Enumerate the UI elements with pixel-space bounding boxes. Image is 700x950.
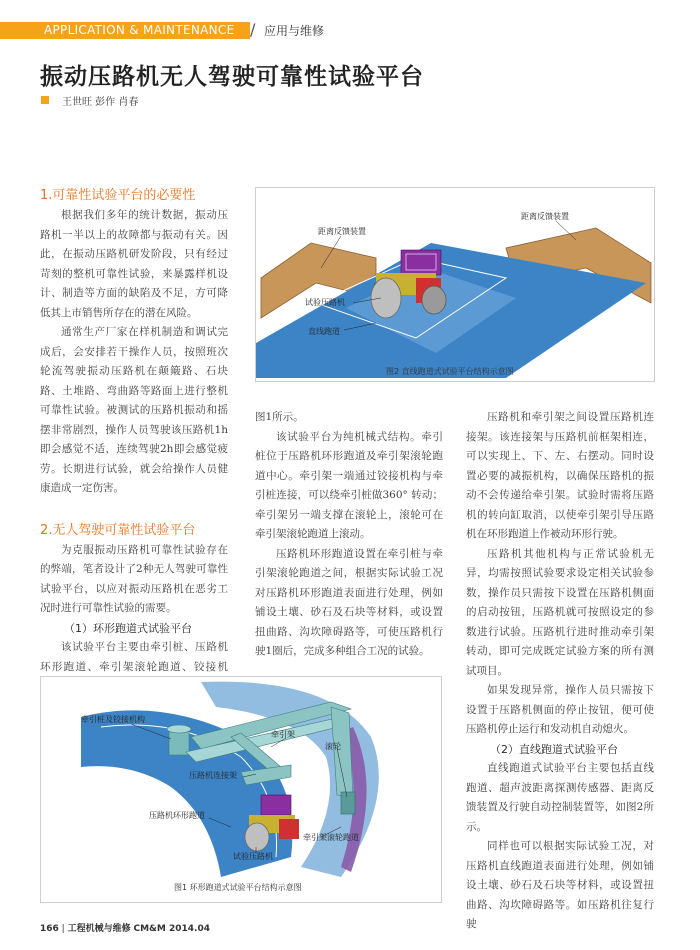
figure-2 [255,187,655,382]
subheading-straight-track: （2）直线跑道式试验平台 [490,742,618,756]
label-ring-track: 压路机环形跑道 [149,811,205,820]
article-title: 振动压路机无人驾驶可靠性试验平台 [40,64,424,90]
page-footer [40,921,210,934]
figure-2-illustration [256,188,655,382]
label-wheel-track: 牵引架滚轮跑道 [303,833,359,842]
label-test-roller: 试验压路机 [305,298,345,307]
paragraph: 直线跑道式试验平台主要包括直线跑道、超声波距离探测传感器、距离反馈装置及行驶自动控制装置等，如图2所示。 [466,762,654,833]
paragraph: 根据我们多年的统计数据，振动压路机一半以上的故障都与振动有关。因此，在振动压路机研发阶段，只有经过苛刻的整机可靠性试验，来暴露样机设计、制造等方面的缺陷及不足，方可降低其上市销售所存在的潜在风险。 [40,209,228,319]
paragraph: 压路机和牵引架之间设置压路机连接架。该连接架与压路机前框架相连，可以实现上、下、左、右摆动。同时设置必要的减振机构，以确保压路机的振动不会传递给牵引架。试验时需将压路机的转向缸取消，以使牵引架引导压路机在环形跑道上作被动环形行驶。 [466,411,654,540]
section-header-en: APPLICATION & MAINTENANCE [44,23,235,37]
paragraph: 该试验平台为纯机械式结构。牵引桩位于压路机环形跑道及牵引架滚轮跑道中心。牵引架一端通过铰接机构与牵引桩连接，可以绕牵引桩做360° 转动；牵引架另一端支撑在滚轮上，滚轮可在牵引架滚轮跑道上滚动。 [255,430,443,540]
paragraph: 图1所示。 [255,411,304,423]
paragraph: 如果发现异常，操作人员只需按下设置于压路机侧面的停止按钮，便可使压路机停止运行和发动机自动熄火。 [466,684,654,735]
figure-1-illustration [41,677,442,903]
label-traction-frame: 牵引架 [271,730,295,739]
journal-name: 工程机械与维修 [67,924,131,934]
column-2 [255,408,443,662]
figure-2-caption: 图2 直线跑道式试验平台结构示意图 [386,367,514,376]
label-traction-pile: 牵引桩及铰接机构 [81,715,145,724]
page-number: 166 [40,924,59,934]
footer-separator: | [61,924,65,934]
label-wheel: 滚轮 [325,742,341,751]
figure-1-caption: 图1 环形跑道式试验平台结构示意图 [174,883,302,892]
label-straight-track: 直线跑道 [308,327,340,336]
paragraph: 压路机其他机构与正常试验机无异，均需按照试验要求设定相关试验参数，操作员只需按下设置在压路机侧面的启动按钮，压路机就可按照设定的参数进行试验。压路机行进时推动牵引架转动，即可完成既定试验方案的所有测试项目。 [466,547,654,677]
paragraph: 通常生产厂家在样机制造和调试完成后，会安排若干操作人员，按照班次轮流驾驶振动压路机在颠簸路、石块路、土堆路、弯曲路等路面上进行整机可靠性试验。被测试的压路机振动和摇摆非常剧烈，操作人员驾驶该压路机1h即会感觉不适，连续驾驶2h即会感觉疲劳。长期进行试验，就会给操作人员健康造成一定伤害。 [40,326,228,494]
traction-pile [167,725,191,755]
figure-1 [40,676,442,903]
paragraph: 同样也可以根据实际试验工况，对压路机直线跑道表面进行处理，例如铺设土壤、砂石及石块等材料，或设置扭曲路、沟坎障碍路等。如压路机往复行驶 [466,840,654,930]
paragraph: 压路机环形跑道设置在牵引桩与牵引架滚轮跑道之间，根据实际试验工况对压路机环形跑道表面进行处理，例如铺设土壤、砂石及石块等材料，或设置扭曲路、沟坎障碍路等，可使压路机行驶1圈后，完成多种组合工况的试验。 [255,547,443,657]
wheel [341,792,355,814]
column-3 [466,408,654,935]
label-test-roller: 试验压路机 [233,852,273,861]
journal-issue: CM&M 2014.04 [133,924,210,934]
heading-2: 2.无人驾驶可靠性试验平台 [40,522,196,538]
label-left-feedback: 距离反馈装置 [318,227,366,236]
label-right-feedback: 距离反馈装置 [521,212,569,221]
subheading-ring-track: （1）环形跑道式试验平台 [64,621,192,635]
heading-1: 1.可靠性试验平台的必要性 [40,188,196,203]
column-1 [40,186,228,716]
section-header-cn: 应用与维修 [264,24,325,38]
article-authors: 王世旺 彭作 肖春 [62,97,139,108]
author-marker-icon [41,96,49,104]
section-header-slash: / [250,20,256,39]
label-roller-connector: 压路机连接架 [189,771,237,780]
paragraph: 该试验平台主要由牵引桩、压路机环形跑道、牵引架滚轮跑道、铰接机 [40,641,228,673]
paragraph: 为克服振动压路机可靠性试验存在的弊端，笔者设计了2种无人驾驶可靠性试验平台，以应对振动压路机在恶劣工况时进行可靠性试验的需要。 [40,543,228,614]
